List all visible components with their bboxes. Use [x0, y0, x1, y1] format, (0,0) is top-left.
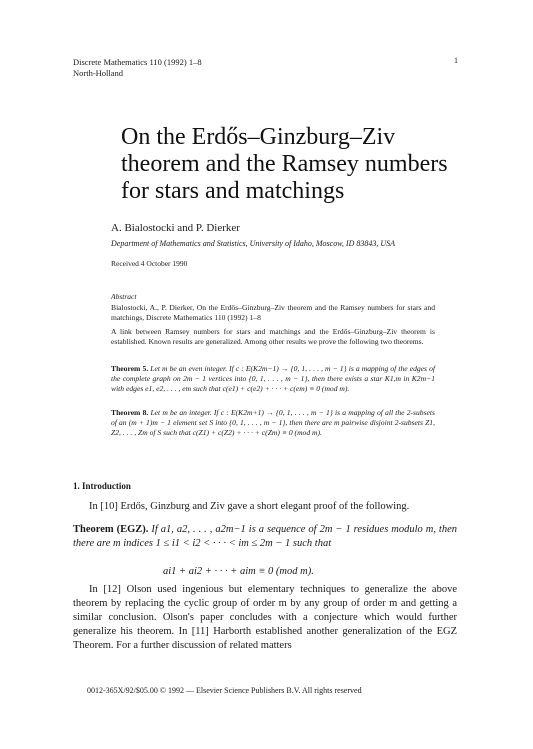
egz-theorem-label: Theorem (EGZ). — [73, 524, 149, 535]
abstract-theorem-5 — [111, 364, 435, 394]
title-line-2: theorem and the Ramsey numbers — [121, 151, 448, 177]
theorem-5-text: Let m be an even integer. If c : E(K2m−1) → {0, 1, . . . , m − 1} is a mapping of the edges of the complete graph on 2m − 1 vertices into {0, 1, . . . , m − 1}, then there exists a star K1,m in K2m−1 with edges e1, e2, . . . , em such that c(e1) + c(e2) + · · · + c(em) ≡ 0 (mod m). — [111, 364, 435, 393]
egz-theorem — [73, 523, 457, 551]
section-heading: 1. Introduction — [73, 481, 131, 491]
egz-theorem-text: If a1, a2, . . . , a2m−1 is a sequence of 2m − 1 residues modulo m, then there are m indices 1 ≤ i1 < i2 < · · · < im ≤ 2m − 1 such that — [73, 524, 457, 549]
theorem-8-text: Let m be an integer. If c : E(K2m+1) → {0, 1, . . . , m − 1} is a mapping of all the 2-subsets of an (m + 1)m − 1 element set S into {0, 1, . . . , m − 1}, then there are m pairwise disjoint 2-subsets Z1, Z2, . . . , Zm of S such that c(Z1) + c(Z2) + · · · + c(Zm) ≡ 0 (mod m). — [111, 408, 435, 437]
authors: A. Bialostocki and P. Dierker — [111, 222, 240, 234]
copyright-footer: 0012-365X/92/$05.00 © 1992 — Elsevier Science Publishers B.V. All rights reserved — [87, 686, 362, 695]
paper-title — [121, 124, 501, 205]
theorem-8-label: Theorem 8. — [111, 408, 149, 417]
intro-paragraph-2: In [12] Olson used ingenious but elementary techniques to generalize the above theorem by replacing the cyclic group of order m by any group of order m and getting a similar conclusion. Olson's paper concludes with a conjecture which would further generalize his theorem. In [11] Harborth established another generalization of the EGZ Theorem. For a further discussion of related matters — [73, 584, 457, 651]
publisher: North-Holland — [73, 68, 124, 78]
journal-citation: Discrete Mathematics 110 (1992) 1–8 — [73, 57, 202, 67]
abstract-heading: Abstract — [111, 292, 137, 301]
received-date: Received 4 October 1990 — [111, 259, 188, 268]
title-line-3: for stars and matchings — [121, 178, 345, 204]
page-number: 1 — [454, 56, 458, 65]
running-header — [73, 57, 202, 79]
abstract-theorem-8 — [111, 408, 435, 438]
congruence-equation: ai1 + ai2 + · · · + aim ≡ 0 (mod m). — [163, 566, 314, 577]
intro-paragraph-1: In [10] Erdős, Ginzburg and Ziv gave a short elegant proof of the following. — [89, 501, 410, 512]
title-line-1: On the Erdős–Ginzburg–Ziv — [121, 124, 396, 150]
abstract-citation: Bialostocki, A., P. Dierker, On the Erdős–Ginzburg–Ziv theorem and the Ramsey numbers for stars and matchings, Discrete Mathematics 110 (1992) 1–8 — [111, 303, 435, 322]
affiliation: Department of Mathematics and Statistics, University of Idaho, Moscow, ID 83843, USA — [111, 239, 396, 248]
theorem-5-label: Theorem 5. — [111, 364, 149, 373]
abstract-body: A link between Ramsey numbers for stars and matchings and the Erdős–Ginzburg–Ziv theorem is established. Known results are generalized. Among other results we prove the following two theorems. — [111, 327, 435, 346]
